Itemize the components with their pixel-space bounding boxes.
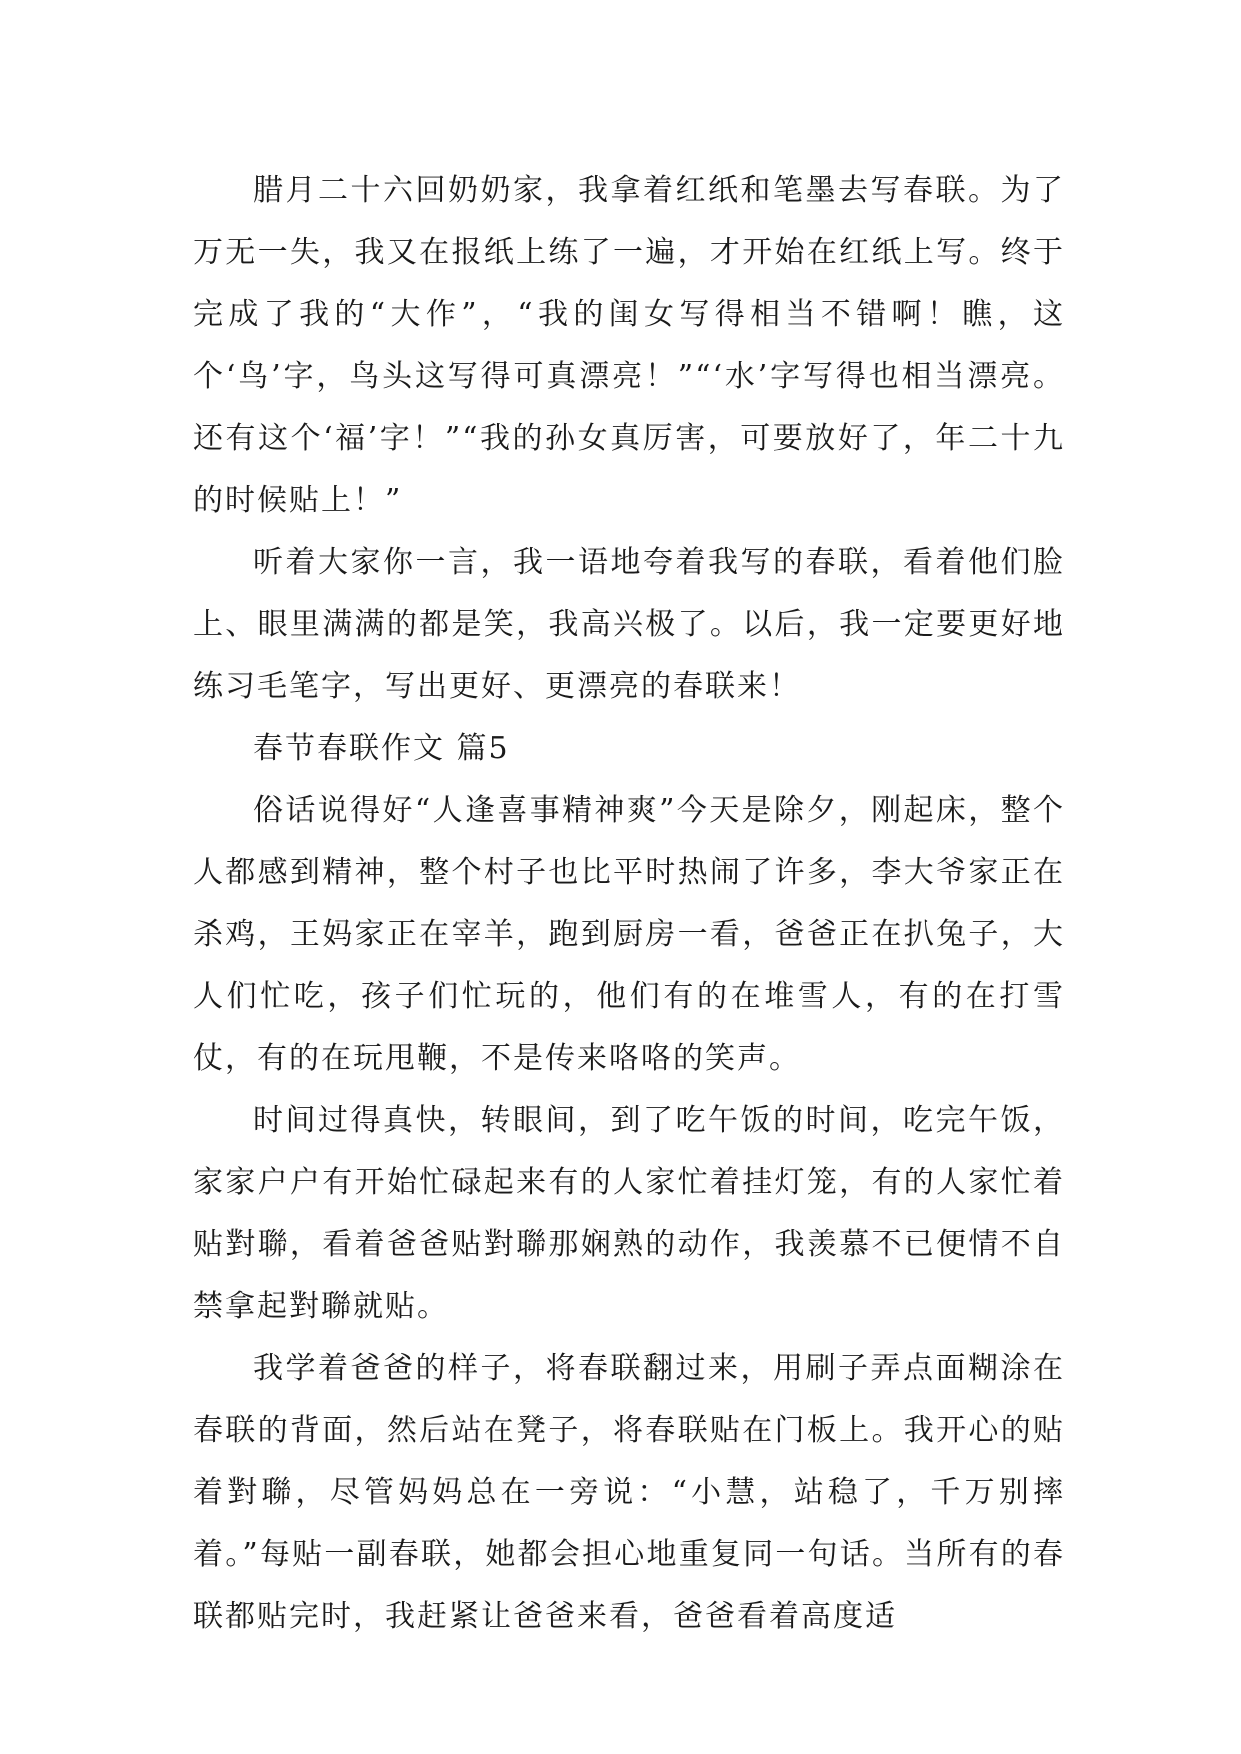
document-body bbox=[193, 160, 1065, 1648]
paragraph-2: 听着大家你一言，我一语地夸着我写的春联，看着他们脸上、眼里满满的都是笑，我高兴极了。以后，我一定要更好地练习毛笔字，写出更好、更漂亮的春联来！ bbox=[193, 545, 1065, 704]
paragraph-1: 腊月二十六回奶奶家，我拿着红纸和笔墨去写春联。为了万无一失，我又在报纸上练了一遍，才开始在红纸上写。终于完成了我的“大作”，“我的闺女写得相当不错啊！瞧，这个‘鸟’字，鸟头这写得可真漂亮！”“‘水’字写得也相当漂亮。还有这个‘福’字！”“我的孙女真厉害，可要放好了，年二十九的时候贴上！” bbox=[193, 173, 1065, 518]
paragraph-5: 我学着爸爸的样子，将春联翻过来，用刷子弄点面糊涂在春联的背面，然后站在凳子，将春联贴在门板上。我开心的贴着對聯，尽管妈妈总在一旁说：“小慧，站稳了，千万别摔着。”每贴一副春联，她都会担心地重复同一句话。当所有的春联都贴完时，我赶紧让爸爸来看，爸爸看着高度适 bbox=[193, 1351, 1065, 1634]
paragraph-3: 俗话说得好“人逢喜事精神爽”今天是除夕，刚起床，整个人都感到精神，整个村子也比平时热闹了许多，李大爷家正在杀鸡，王妈家正在宰羊，跑到厨房一看，爸爸正在扒兔子，大人们忙吃，孩子们忙玩的，他们有的在堆雪人，有的在打雪仗，有的在玩甩鞭，不是传来咯咯的笑声。 bbox=[193, 793, 1065, 1076]
section-heading: 春节春联作文 篇5 bbox=[253, 731, 510, 766]
paragraph-4: 时间过得真快，转眼间，到了吃午饭的时间，吃完午饭，家家户户有开始忙碌起来有的人家忙着挂灯笼，有的人家忙着贴對聯，看着爸爸贴對聯那娴熟的动作，我羡慕不已便情不自禁拿起對聯就贴。 bbox=[193, 1103, 1065, 1324]
